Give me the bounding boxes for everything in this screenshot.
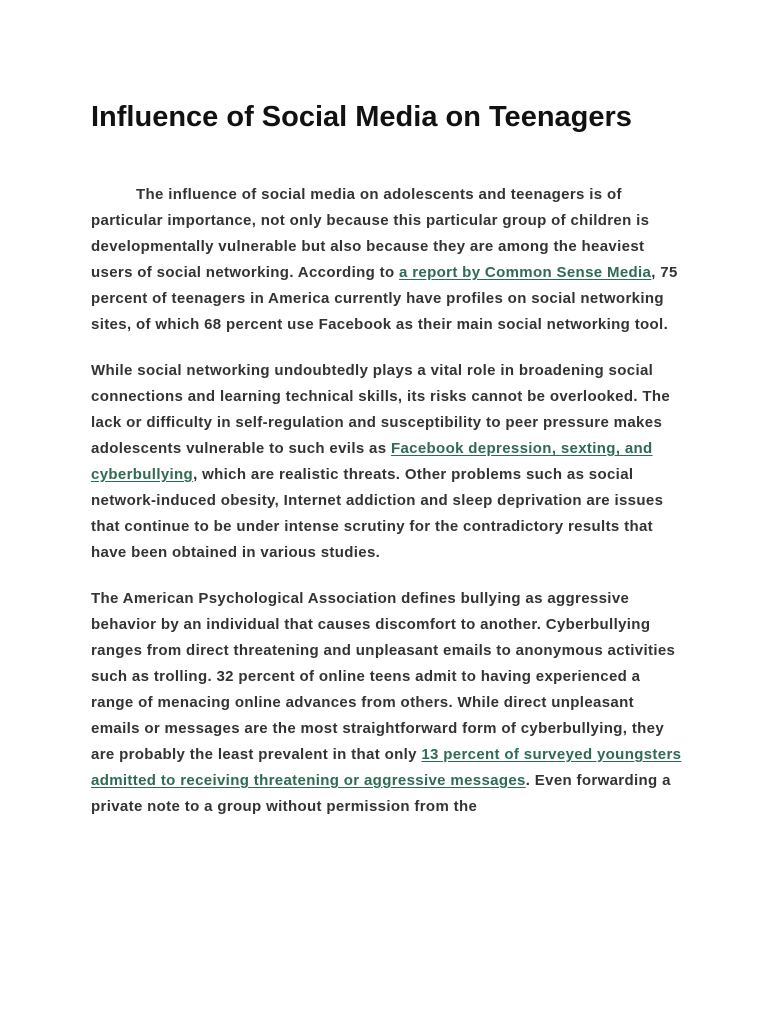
paragraph-3: [91, 586, 683, 820]
document-page: [91, 96, 683, 840]
paragraph-1: [91, 182, 683, 338]
document-title: Influence of Social Media on Teenagers: [91, 101, 632, 133]
common-sense-media-report-link[interactable]: a report by Common Sense Media: [399, 264, 652, 281]
paragraph-3-text-before: The American Psychological Association defines bullying as aggressive behavior by an individual that causes discomfort to another. Cyberbullying ranges from direct threatening and unpleasant emails to anonymous activities such as trolling. 32 percent of online teens admit to having experienced a range of menacing online advances from others. While direct unpleasant emails or messages are the most straightforward form of cyberbullying, they are probably the least prevalent in that only: [91, 590, 676, 763]
paragraph-2-text-after: , which are realistic threats. Other problems such as social network-induced obesity, Internet addiction and sleep deprivation are issues that continue to be under intense scrutiny for the contradictory results that have been obtained in various studies.: [91, 466, 664, 561]
surveyed-youngsters-link[interactable]: 13 percent of surveyed youngsters admitted to receiving threatening or aggressive messages: [91, 746, 682, 789]
paragraph-1-text-before: The influence of social media on adolescents and teenagers is of particular importance, not only because this particular group of children is developmentally vulnerable but also because they are among the heaviest users of social networking. According to: [91, 186, 650, 281]
paragraph-1-text-after: , 75 percent of teenagers in America currently have profiles on social networking sites, of which 68 percent use Facebook as their main social networking tool.: [91, 264, 678, 333]
paragraph-2-text-before: While social networking undoubtedly plays a vital role in broadening social connections and learning technical skills, its risks cannot be overlooked. The lack or difficulty in self-regulation and susceptibility to peer pressure makes adolescents vulnerable to such evils as: [91, 362, 671, 457]
facebook-depression-link[interactable]: Facebook depression, sexting, and cyberbullying: [91, 440, 653, 483]
paragraph-3-text-after: . Even forwarding a private note to a group without permission from the: [91, 772, 671, 815]
paragraph-2: [91, 358, 683, 566]
